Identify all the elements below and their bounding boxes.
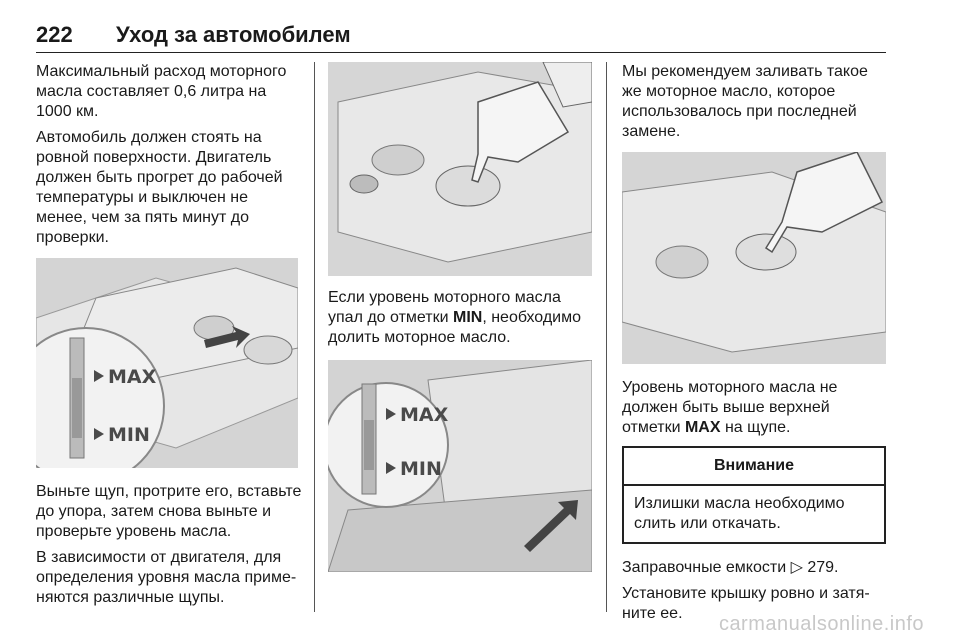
paragraph: Автомобиль должен стоять на ровной поверхности. Двигатель должен быть прогрет до рабочей температуры и выключен не менее, чем за пять минут до проверки.	[36, 129, 283, 246]
column-1	[36, 62, 302, 614]
paragraph: Выньте щуп, протрите его, вставьте до упора, затем снова выньте и проверьте уровень масла.	[36, 483, 302, 540]
column-divider	[606, 62, 607, 612]
dipstick-engine-figure	[36, 258, 298, 468]
warning-box	[622, 446, 886, 544]
dipstick-location-figure	[328, 360, 592, 572]
paragraph: Максимальный расход моторного масла составляет 0,6 литра на 1000 км.	[36, 63, 287, 120]
column-3	[622, 62, 886, 630]
watermark: carmanualsonline.info	[718, 613, 924, 635]
min-label: MIN	[400, 458, 442, 480]
min-label: MIN	[108, 424, 150, 446]
paragraph: Мы рекомендуем заливать такое же моторное масло, которое использовалось при последней замене.	[622, 63, 868, 140]
page-title: Уход за автомобилем	[116, 22, 351, 47]
paragraph: В зависимости от двигателя, для определения уровня масла применяются различные щупы.	[36, 549, 297, 606]
max-label: MAX	[400, 404, 449, 426]
oil-filling-figure	[328, 62, 592, 276]
min-keyword: MIN	[452, 309, 483, 326]
column-2	[328, 62, 592, 572]
max-keyword: MAX	[684, 419, 721, 436]
page-number: 222	[36, 22, 73, 47]
paragraph: Заправочные емкости ▷ 279.	[622, 559, 839, 576]
page-reference-link[interactable]: ▷ 279.	[790, 559, 839, 576]
page-header	[36, 22, 886, 53]
warning-title: Внимание	[624, 448, 884, 486]
paragraph: Установите крышку ровно и затяните ее.	[622, 585, 870, 622]
warning-body: Излишки масла необходимо слить или откачать.	[634, 495, 845, 532]
paragraph: Уровень моторного масла не должен быть выше верхней отметки MAX на щупе.	[622, 379, 838, 436]
oil-pouring-figure	[622, 152, 886, 364]
paragraph: Если уровень моторного масла упал до отметки MIN, необходимо долить моторное масло.	[328, 289, 582, 346]
column-divider	[314, 62, 315, 612]
reference-arrow-icon: ▷	[790, 559, 808, 576]
max-label: MAX	[108, 366, 157, 388]
